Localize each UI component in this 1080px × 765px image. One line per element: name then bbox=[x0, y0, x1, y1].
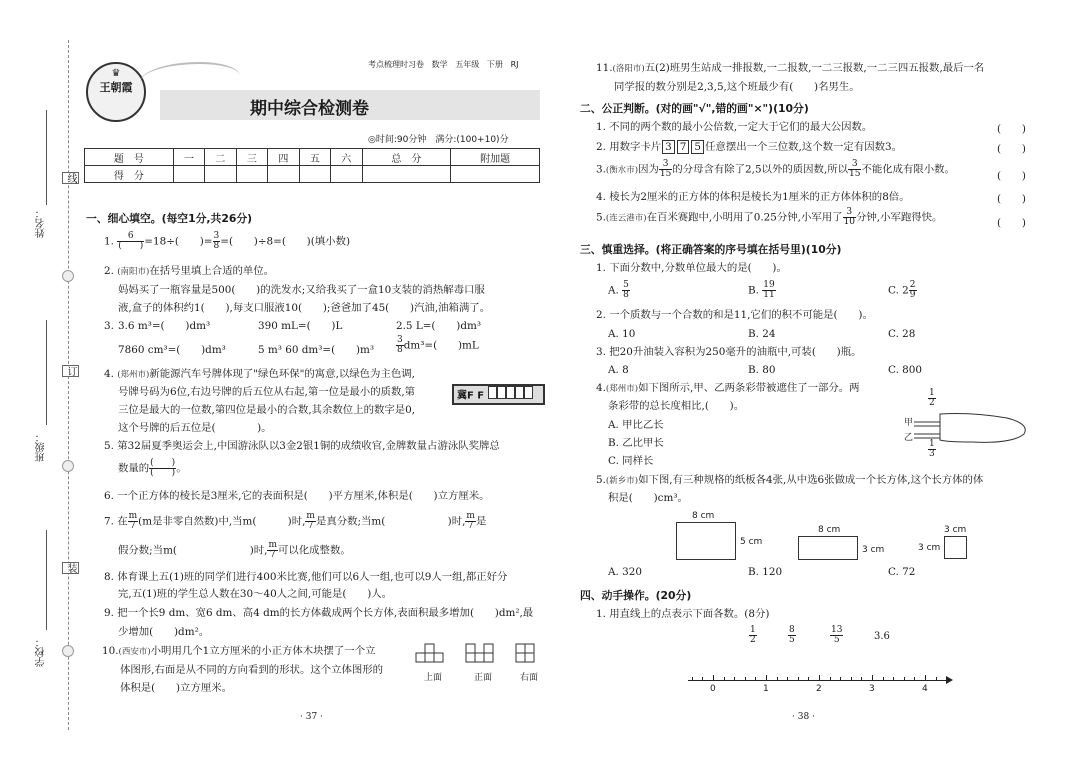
q5-line-2: 数量的 $\frac{( )}{( )}$ 。 bbox=[118, 458, 187, 478]
q2-line-2: 妈妈买了一瓶容量是500( )的洗发水;又给我买了一盒10支装的消热解毒口服 bbox=[118, 284, 485, 296]
number-line-tick bbox=[755, 677, 756, 680]
axis-label-3: 3 bbox=[869, 684, 875, 694]
j3-fraction-2: $\frac{3}{15}$ bbox=[848, 159, 861, 179]
judge-answer-5[interactable]: ( ) bbox=[997, 217, 1026, 229]
license-plate: 冀F F bbox=[452, 384, 545, 405]
q9-line-1: 9. 把一个长9 dm、宽6 dm、高4 dm的长方体截成两个长方体,表面积最多增加( )dm²,最 bbox=[104, 607, 534, 619]
binding-mark-1: 线 bbox=[62, 172, 79, 184]
plot-number-2: $\frac{8}{5}$ bbox=[789, 625, 795, 645]
c5-option-b: B. 120 bbox=[748, 566, 783, 578]
number-line-tick bbox=[745, 677, 746, 680]
c4-option-c: C. 同样长 bbox=[608, 455, 654, 467]
number-line-tick bbox=[883, 677, 884, 680]
number-line-tick bbox=[777, 677, 778, 680]
q10-line-2: 体图形,右面是从不同的方向看到的形状。这个立体图形的 bbox=[120, 664, 384, 676]
number-line-tick bbox=[734, 677, 735, 680]
school-field[interactable] bbox=[46, 530, 47, 630]
operation-1: 1. 用直线上的点表示下面各数。(8分) bbox=[596, 608, 770, 620]
q7-line-1: 7. 在 $\frac{m}{7}$ (m是非零自然数)中,当m( )时, $\frac{m}{7}$ 是真分数;当m( )时, $\frac{m}{7}$ 是 bbox=[104, 511, 487, 531]
j5-fraction: $\frac{3}{10}$ bbox=[843, 207, 856, 227]
number-line-tick bbox=[808, 677, 809, 680]
logo-badge bbox=[86, 62, 146, 122]
q6: 6. 一个正方体的棱长是3厘米,它的表面积是( )平方厘米,体积是( )立方厘米。 bbox=[104, 490, 490, 502]
school-label: 学校： bbox=[36, 637, 47, 667]
q7-line-2: 假分数;当m( )时, $\frac{m}{7}$ 可以化成整数。 bbox=[118, 540, 351, 560]
rect3-height-label: 3 cm bbox=[918, 543, 941, 553]
rect1-height-label: 5 cm bbox=[740, 537, 763, 547]
axis-label-2: 2 bbox=[816, 684, 822, 694]
subject-label: 数学 bbox=[431, 60, 448, 69]
q11-line-1: 11.(洛阳市)五(2)班男生站成一排报数,一二报数,一二三报数,一二三四五报数,最后一名 bbox=[596, 62, 985, 74]
q3-d: 7860 cm³=( )dm³ bbox=[118, 344, 226, 356]
judge-1: 1. 不同的两个数的最小公倍数,一定大于它们的最大公因数。 bbox=[596, 121, 873, 133]
number-line-tick bbox=[840, 677, 841, 680]
rect-3x3 bbox=[944, 536, 967, 559]
grade-label: 五年级 bbox=[455, 60, 480, 69]
number-line-tick bbox=[851, 677, 852, 680]
binding-line bbox=[68, 40, 69, 730]
score-h2: 二 bbox=[205, 149, 236, 166]
number-line-tick bbox=[692, 677, 693, 680]
judge-answer-1[interactable]: ( ) bbox=[997, 123, 1026, 135]
q8-line-2: 完,五(1)班的学生总人数在30～40人之间,可能是( )人。 bbox=[118, 588, 393, 600]
q7-fraction-4: $\frac{m}{7}$ bbox=[268, 540, 277, 560]
section-3-heading: 三、慎重选择。(将正确答案的序号填在括号里)(10分) bbox=[580, 243, 842, 256]
judge-5: 5.(连云港市)在百米赛跑中,小明用了0.25分钟,小军用了 $\frac{3}{10}$ 分钟,小军跑得快。 bbox=[596, 207, 943, 227]
digit-card: 3 bbox=[662, 140, 675, 154]
q5-fraction: $\frac{( )}{( )}$ bbox=[150, 458, 176, 478]
score-h1: 一 bbox=[173, 149, 204, 166]
j3-fraction-1: $\frac{3}{15}$ bbox=[659, 159, 672, 179]
score-h6: 六 bbox=[331, 149, 362, 166]
rect3-width-label: 3 cm bbox=[944, 525, 967, 535]
digit-card: 7 bbox=[677, 140, 690, 154]
q11-line-2: 同学报的数分别是2,3,5,这个班最少有( )名男生。 bbox=[614, 81, 860, 93]
score-cell[interactable] bbox=[236, 166, 267, 183]
number-line-tick bbox=[724, 677, 725, 680]
class-label: 班级： bbox=[36, 432, 47, 462]
q4-line-4: 这个号牌的后五位是( )。 bbox=[118, 422, 272, 434]
binding-mark-2: 订 bbox=[62, 365, 79, 377]
number-line-tick bbox=[766, 675, 767, 681]
judge-3: 3.(衡水市)因为 $\frac{3}{15}$ 的分母含有除了2,5以外的质因数,所以 $\frac{3}{15}$ 不能化成有限小数。 bbox=[596, 159, 955, 179]
number-line-tick bbox=[872, 675, 873, 681]
score-cell[interactable] bbox=[205, 166, 236, 183]
judge-2: 2. 用数字卡片 3 7 5 任意摆出一个三位数,这个数一定有因数3。 bbox=[596, 141, 902, 153]
score-table bbox=[84, 148, 540, 183]
number-line-tick bbox=[925, 675, 926, 681]
q1-fraction-1: $\frac{6}{( )}$ bbox=[118, 231, 144, 251]
c2-option-a: A. 10 bbox=[608, 328, 636, 340]
rect2-width-label: 8 cm bbox=[818, 525, 841, 535]
c1-option-a: A. $\frac{5}{8}$ bbox=[608, 280, 629, 300]
judge-answer-2[interactable]: ( ) bbox=[997, 143, 1026, 155]
number-line-tick bbox=[819, 675, 820, 681]
number-line-tick bbox=[787, 677, 788, 680]
q7-fraction-3: $\frac{m}{7}$ bbox=[466, 511, 475, 531]
c3-option-c: C. 800 bbox=[888, 364, 923, 376]
score-value-row bbox=[85, 166, 540, 183]
q4-line-1: 4. (郑州市)新能源汽车号牌体现了"绿色环保"的寓意,以绿色为主色调, bbox=[104, 368, 415, 380]
score-cell[interactable] bbox=[362, 166, 451, 183]
q1: 1. $\frac{6}{( )}$ =18÷( )= $\frac{3}{8}$ =( )÷8=( )(填小数) bbox=[104, 231, 351, 251]
score-cell[interactable] bbox=[331, 166, 362, 183]
choice-4-line-1: 4.(郑州市)如下图所示,甲、乙两条彩带被遮住了一部分。两 bbox=[596, 382, 860, 394]
score-h4: 四 bbox=[268, 149, 299, 166]
plot-number-4: 3.6 bbox=[874, 631, 890, 642]
q3-c: 2.5 L=( )dm³ bbox=[396, 320, 481, 332]
score-h7: 总 分 bbox=[362, 149, 451, 166]
time-info: ◎时间:90分钟 满分:(100+10)分 bbox=[368, 135, 509, 145]
q3-fraction: $\frac{3}{8}$ bbox=[397, 335, 403, 355]
class-field[interactable] bbox=[46, 320, 47, 425]
c3-option-b: B. 80 bbox=[748, 364, 776, 376]
score-cell[interactable] bbox=[299, 166, 330, 183]
digit-card: 5 bbox=[691, 140, 704, 154]
choice-4-line-2: 条彩带的总长度相比,( )。 bbox=[608, 400, 745, 412]
score-h5: 五 bbox=[299, 149, 330, 166]
number-line-tick bbox=[861, 677, 862, 680]
view-right-label: 右面 bbox=[520, 673, 539, 683]
ribbon-top-fraction: $\frac{1}{2}$ bbox=[929, 388, 935, 408]
judge-4: 4. 棱长为2厘米的正方体的体积是棱长为1厘米的正方体体积的8倍。 bbox=[596, 191, 910, 203]
score-header-row bbox=[85, 149, 540, 166]
c3-option-a: A. 8 bbox=[608, 364, 629, 376]
c4-option-a: A. 甲比乙长 bbox=[608, 419, 664, 431]
q1-fraction-2: $\frac{3}{8}$ bbox=[213, 231, 220, 251]
page-number-37: · 37 · bbox=[300, 712, 323, 722]
binding-ring-2 bbox=[62, 460, 74, 472]
section-1-heading: 一、细心填空。(每空1分,共26分) bbox=[86, 212, 253, 225]
number-line-tick bbox=[914, 677, 915, 680]
q9-line-2: 少增加( )dm²。 bbox=[118, 626, 210, 638]
q5-line-1: 5. 第32届夏季奥运会上,中国游泳队以3金2银1铜的成绩收官,金牌数量占游泳队奖牌总 bbox=[104, 440, 500, 452]
choice-5-line-1: 5.(新乡市)如下图,有三种规格的纸板各4张,从中选6张做成一个长方体,这个长方体的体 bbox=[596, 474, 984, 486]
plot-number-1: $\frac{1}{2}$ bbox=[750, 625, 756, 645]
q2-line-3: 液,盒子的体积约1( ),每支口服液10( );爸爸加了45( )汽油,油箱满了。 bbox=[118, 302, 491, 314]
number-line-tick bbox=[702, 677, 703, 680]
axis-label-1: 1 bbox=[763, 684, 769, 694]
judge-answer-3[interactable]: ( ) bbox=[997, 170, 1026, 182]
c2-option-c: C. 28 bbox=[888, 328, 916, 340]
c1-option-c: C. 2 $\frac{2}{9}$ bbox=[888, 280, 916, 300]
q10-line-3: 体积是( )立方厘米。 bbox=[120, 682, 233, 694]
number-line-tick bbox=[830, 677, 831, 680]
binding-ring-1 bbox=[62, 270, 74, 282]
number-line-tick bbox=[798, 677, 799, 680]
q3-f: $\frac{3}{8}$ dm³=( )mL bbox=[397, 335, 479, 355]
score-h0: 题 号 bbox=[85, 149, 174, 166]
rect2-height-label: 3 cm bbox=[862, 545, 885, 555]
series-label: 考点梳理时习卷 bbox=[368, 60, 424, 69]
score-cell[interactable] bbox=[451, 166, 540, 183]
c4-option-b: B. 乙比甲长 bbox=[608, 437, 664, 449]
choice-5-line-2: 积是( )cm³。 bbox=[608, 492, 688, 504]
score-cell[interactable] bbox=[173, 166, 204, 183]
view-front-label: 正面 bbox=[474, 673, 493, 683]
q3-num: 3. bbox=[104, 320, 114, 332]
header-meta bbox=[368, 59, 518, 70]
number-line-tick bbox=[713, 675, 714, 681]
page-title: 期中综合检测卷 bbox=[250, 99, 369, 119]
judge-answer-4[interactable]: ( ) bbox=[997, 193, 1026, 205]
q7-fraction-2: $\frac{m}{7}$ bbox=[306, 511, 315, 531]
q4-line-2: 号牌号码为6位,右边号牌的后五位从右起,第一位是最小的质数,第 bbox=[118, 386, 416, 398]
choice-3: 3. 把20升油装入容积为250毫升的油瓶中,可装( )瓶。 bbox=[596, 346, 862, 358]
name-label: 姓名： bbox=[36, 208, 47, 238]
q4-line-3: 三位是最大的一位数,第四位是最小的合数,其余数位上的数字是0, bbox=[118, 404, 416, 416]
term-label: 下册 bbox=[486, 60, 503, 69]
choice-2: 2. 一个质数与一个合数的和是11,它们的积不可能是( )。 bbox=[596, 309, 873, 321]
c5-option-a: A. 320 bbox=[608, 566, 642, 578]
section-4-heading: 四、动手操作。(20分) bbox=[580, 589, 692, 602]
q8-line-1: 8. 体育课上五(1)班的同学们进行400米比赛,他们可以6人一组,也可以9人一组,都正好分 bbox=[104, 571, 508, 583]
logo-text: 王朝霞 bbox=[99, 81, 133, 94]
ribbon-yi-label: 乙 bbox=[904, 433, 914, 443]
name-field[interactable] bbox=[46, 110, 47, 205]
c5-option-c: C. 72 bbox=[888, 566, 916, 578]
ribbon-bottom-fraction: $\frac{1}{3}$ bbox=[929, 439, 935, 459]
number-line-tick bbox=[904, 677, 905, 680]
binding-ring-3 bbox=[62, 645, 74, 657]
score-cell[interactable] bbox=[268, 166, 299, 183]
view-top-label: 上面 bbox=[424, 673, 443, 683]
c1-option-b: B. $\frac{19}{11}$ bbox=[748, 280, 775, 300]
rect-8x5 bbox=[676, 522, 736, 560]
q3-a: 3.6 m³=( )dm³ bbox=[118, 320, 211, 332]
section-2-heading: 二、公正判断。(对的画"√",错的画"×")(10分) bbox=[580, 102, 809, 115]
axis-label-0: 0 bbox=[710, 684, 716, 694]
score-row-label: 得 分 bbox=[85, 166, 174, 183]
axis-label-4: 4 bbox=[922, 684, 928, 694]
choice-1: 1. 下面分数中,分数单位最大的是( )。 bbox=[596, 262, 787, 274]
number-line-arrow-icon bbox=[946, 676, 953, 684]
binding-mark-3: 装 bbox=[62, 562, 79, 574]
number-line-tick bbox=[893, 677, 894, 680]
c2-option-b: B. 24 bbox=[748, 328, 776, 340]
rect1-width-label: 8 cm bbox=[692, 511, 715, 521]
page-number-38: · 38 · bbox=[792, 712, 815, 722]
q2-stem: 2. (南阳市)在括号里填上合适的单位。 bbox=[104, 265, 275, 277]
number-line-tick bbox=[936, 677, 937, 680]
q7-fraction-1: $\frac{m}{7}$ bbox=[128, 511, 138, 531]
q3-e: 5 m³ 60 dm³=( )m³ bbox=[258, 344, 375, 356]
plot-number-3: $\frac{13}{5}$ bbox=[831, 625, 843, 645]
ribbon-jia-label: 甲 bbox=[904, 418, 914, 428]
rect-8x3 bbox=[798, 536, 858, 560]
q10-line-1: 10.(西安市)小明用几个1立方厘米的小正方体木块摆了一个立 bbox=[102, 645, 376, 657]
edition-label: RJ bbox=[510, 60, 519, 69]
score-h3: 三 bbox=[236, 149, 267, 166]
q3-b: 390 mL=( )L bbox=[258, 320, 343, 332]
logo-crown-icon: ♛ bbox=[111, 68, 121, 79]
score-h8: 附加题 bbox=[451, 149, 540, 166]
